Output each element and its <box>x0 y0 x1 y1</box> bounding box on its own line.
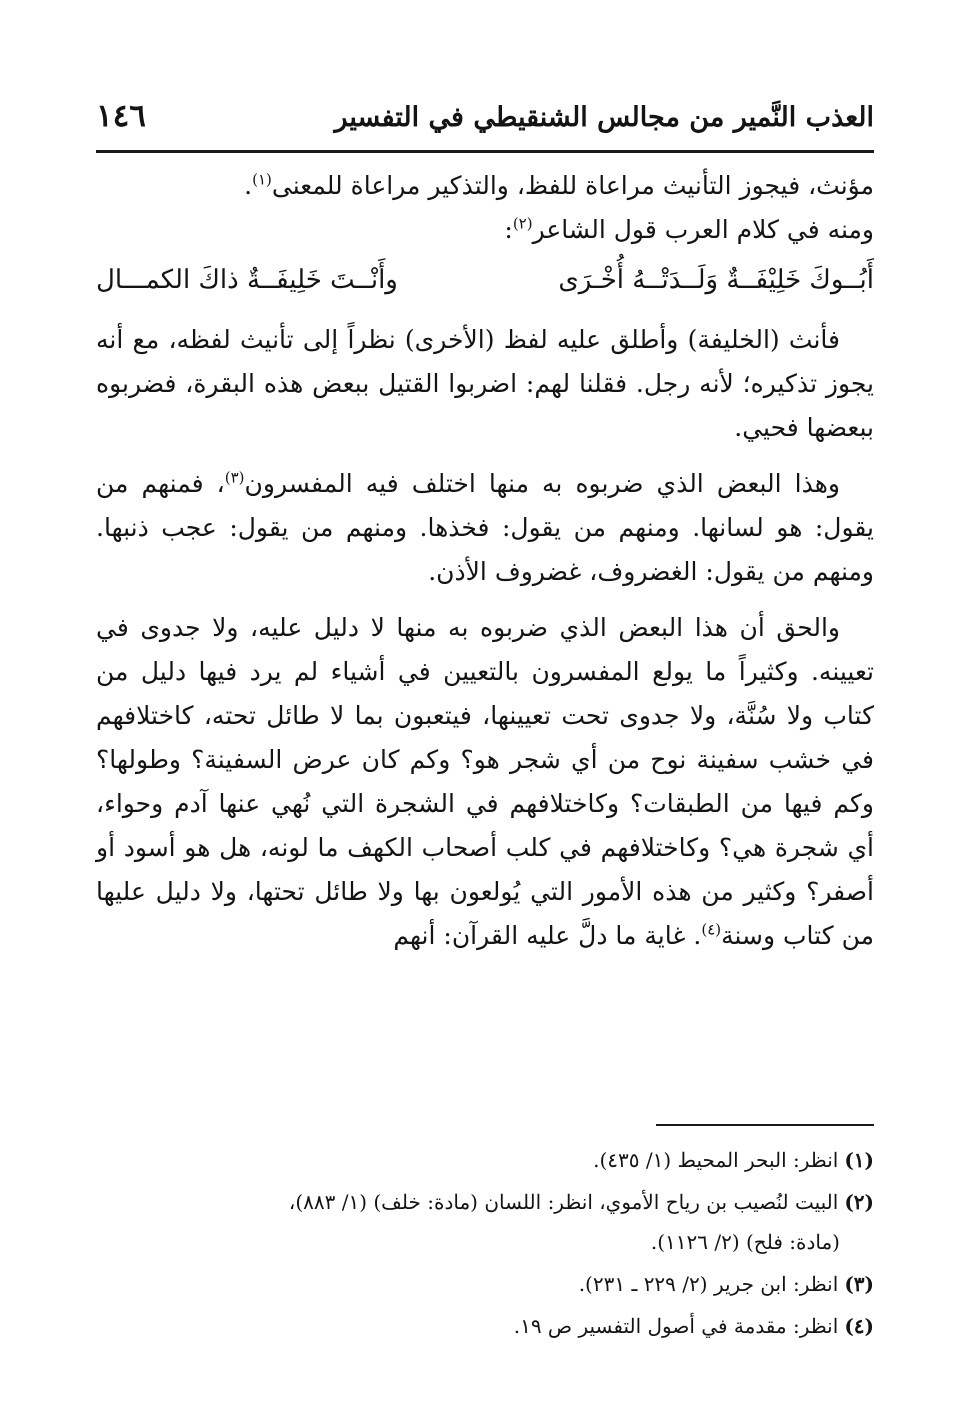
page-number: ١٤٦ <box>96 98 146 134</box>
spacer <box>96 594 874 606</box>
footnote-text: انظر: مقدمة في أصول التفسير ص ١٩. <box>513 1314 839 1338</box>
header-rule <box>96 150 874 153</box>
paragraph-1 <box>96 164 874 252</box>
footnote-number: (٢) <box>844 1190 874 1214</box>
paragraph-3 <box>96 462 874 594</box>
footnote-ref-4: (٤) <box>701 920 722 939</box>
footnote-ref-2: (٢) <box>512 214 533 233</box>
footnote-text: انظر: ابن جرير (٢/ ٢٢٩ ـ ٢٣١). <box>578 1272 839 1296</box>
footnote-3 <box>96 1264 874 1304</box>
footnote-4 <box>96 1306 874 1346</box>
paragraph-2: فأنث (الخليفة) وأطلق عليه لفظ (الأخرى) نظراً إلى تأنيث لفظه، مع أنه يجوز تذكيره؛ لأنه رجل. فقلنا لهم: اضربوا القتيل ببعض هذه البقرة، فضربوه ببعضها فحيي. <box>96 325 874 442</box>
footnote-ref-1: (١) <box>252 170 272 189</box>
paragraph-1-line-2-end: : <box>504 215 513 244</box>
main-text <box>96 164 874 958</box>
paragraph-1-line-1: مؤنث، فيجوز التأنيث مراعاة للفظ، والتذكير مراعاة للمعنى <box>271 171 874 200</box>
footnote-text: انظر: البحر المحيط (١/ ٤٣٥). <box>593 1148 839 1172</box>
paragraph-4-before: والحق أن هذا البعض الذي ضربوه به منها لا دليل عليه، ولا جدوى في تعيينه. وكثيراً ما يولع المفسرون بالتعيين في أشياء لم يرد فيها دليل من كتاب ولا سُنَّة، ولا جدوى تحت تعيينها، فيتعبون بما لا طائل تحته، كاختلافهم في خشب سفينة نوح من أي شجر هو؟ وكم كان عرض السفينة؟ وطولها؟ وكم فيها من الطبقات؟ وكاختلافهم في الشجرة التي نُهي عنها آدم وحواء، أي شجرة هي؟ وكاختلافهم في كلب أصحاب الكهف ما لونه، هل هو أسود أو أصفر؟ وكثير من هذه الأمور التي يُولعون بها ولا طائل تحتها، ولا دليل عليها من كتاب وسنة <box>96 613 874 950</box>
footnote-number: (١) <box>844 1148 874 1172</box>
footnote-number: (٣) <box>844 1272 874 1296</box>
paragraph-3-before: وهذا البعض الذي ضربوه به منها اختلف فيه المفسرون <box>244 469 840 498</box>
paragraph-4-after: . غاية ما دلَّ عليه القرآن: أنهم <box>393 921 702 950</box>
footnote-continuation: (مادة: فلح) (٢/ ١١٢٦). <box>650 1230 840 1254</box>
spacer <box>96 306 874 318</box>
running-title: العذب النَّمير من مجالس الشنقيطي في التفسير <box>334 102 874 133</box>
footnote-1 <box>96 1140 874 1180</box>
page-header <box>96 92 874 150</box>
verse-second-hemistich: وأَنْــتَ خَلِيفَــةٌ ذاكَ الكمـــال <box>96 265 398 295</box>
verse-first-hemistich: أَبُــوكَ خَلِيْفَــةٌ وَلَــدَتْــهُ أُخْـرَى <box>558 265 874 295</box>
footnote-2 <box>96 1182 874 1262</box>
footnote-text: البيت لنُصيب بن رياح الأموي، انظر: اللسان (مادة: خلف) (١/ ٨٨٣)، <box>288 1190 839 1214</box>
paragraph-1-line-2: ومنه في كلام العرب قول الشاعر <box>532 215 874 244</box>
paragraph-3-after: ، فمنهم من يقول: هو لسانها. ومنهم من يقول: فخذها. ومنهم من يقول: عجب ذنبها. ومنهم من يقول: الغضروف، غضروف الأذن. <box>96 469 874 586</box>
spacer <box>96 450 874 462</box>
paragraph-4 <box>96 606 874 958</box>
footnote-ref-3: (٣) <box>224 468 245 487</box>
poetry-verse <box>96 254 874 306</box>
paragraph-1-line-1-end: . <box>244 171 253 200</box>
footnotes <box>96 1140 874 1348</box>
footnote-separator <box>656 1124 874 1126</box>
footnote-number: (٤) <box>844 1314 874 1338</box>
